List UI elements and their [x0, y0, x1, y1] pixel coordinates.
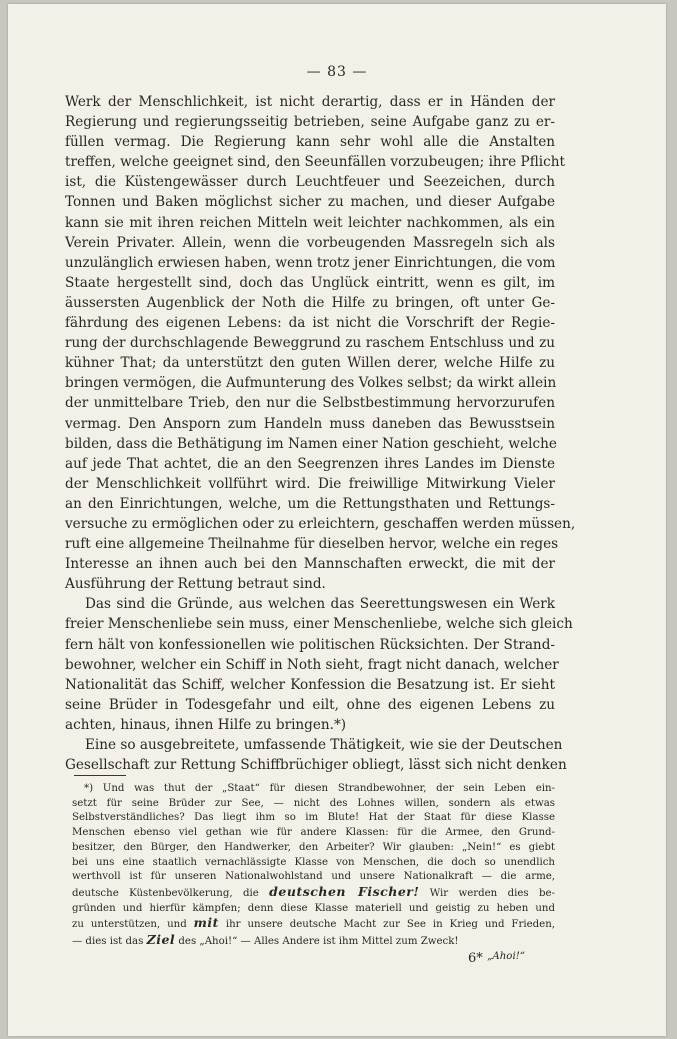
text-line: kühner That; da unterstützt den guten Willen derer, welche Hilfe zu [65, 355, 555, 372]
text-line: an den Einrichtungen, welche, um die Rettungsthaten und Rettungs- [65, 495, 555, 512]
text-line: bewohner, welcher ein Schiff in Noth sieht, fragt nicht danach, welcher [65, 656, 559, 673]
text-line: unzulänglich erwiesen haben, wenn trotz jener Einrichtungen, die vom [65, 254, 556, 271]
footnote-line: bei uns eine staatlich vernachlässigte Klasse von Menschen, die doch so unendlich [72, 856, 555, 868]
footnote-text: des „Ahoi!“ — Alles Andere ist ihm Mittel zum Zweck! [175, 936, 459, 948]
paragraph-start-line: Das sind die Gründe, aus welchen das Seerettungswesen ein Werk [85, 596, 555, 613]
footnote-line [72, 933, 555, 950]
footnote-line: Menschen ebenso viel gethan wie für andere Klassen: für die Armee, den Grund- [72, 827, 555, 839]
text-line: versuche zu ermöglichen oder zu erleichtern, geschaffen werden müssen, [65, 515, 576, 532]
text-line: füllen vermag. Die Regierung kann sehr wohl alle die Anstalten [65, 134, 555, 151]
signature-mark: 6* [468, 951, 483, 966]
text-line: fährdung des eigenen Lebens: da ist nicht die Vorschrift der Regie- [65, 315, 555, 332]
footnote-emphasis: Ziel [146, 932, 176, 948]
text-line: äussersten Augenblick der Noth die Hilfe zu bringen, oft unter Ge- [65, 294, 555, 311]
body-text [65, 92, 576, 775]
footnote-emphasis: mit [193, 915, 219, 931]
text-line: der unmittelbare Trieb, den nur die Selbstbestimmung hervorzurufen [65, 395, 555, 412]
footnote-divider [74, 775, 126, 776]
footnote-line: Selbstverständliches? Das liegt ihm so im Blute! Hat der Staat für diese Klasse [72, 812, 555, 824]
paragraph-start-line: Eine so ausgebreitete, umfassende Thätigkeit, wie sie der Deutschen [85, 737, 563, 753]
footnote-signature: „Ahoi!“ [487, 950, 525, 962]
text-line: Nationalität das Schiff, welcher Konfession die Besatzung ist. Er sieht [65, 676, 555, 693]
text-line: treffen, welche geeignet sind, den Seeunfällen vorzubeugen; ihre Pflicht [65, 154, 565, 171]
footnote-line: werthvoll ist für unseren Nationalwohlstand und unsere Nationalkraft — die arme, [72, 871, 555, 883]
footnote-line: *) Und was thut der „Staat“ für diesen Strandbewohner, der sein Leben ein- [84, 783, 555, 794]
text-line: Verein Privater. Allein, wenn die vorbeugenden Massregeln sich als [65, 234, 555, 251]
text-line: auf jede That achtet, die an den Seegrenzen ihres Landes im Dienste [65, 455, 555, 472]
text-line: der Menschlichkeit vollführt wird. Die freiwillige Mitwirkung Vieler [65, 475, 555, 492]
footnote-line [72, 916, 555, 933]
page-number: — 83 — [306, 64, 368, 80]
footnote-text: deutsche Küstenbevölkerung, die [72, 887, 270, 899]
paragraph-end-line: achten, hinaus, ihnen Hilfe zu bringen.*) [65, 716, 347, 733]
footnote-line: gründen und hierfür kämpfen; denn diese Klasse materiell und geistig zu heben und [72, 902, 555, 914]
text-line: bringen vermögen, die Aufmunterung des Volkes selbst; da wirkt allein [65, 375, 557, 392]
paragraph-end-line: Ausführung der Rettung betraut sind. [65, 576, 326, 593]
footnote-emphasis: deutschen Fischer! [269, 883, 420, 899]
footnote-text: ihr unsere deutsche Macht zur See in Krieg und Frieden, [218, 919, 556, 931]
text-line: Staate hergestellt sind, doch das Unglück eintritt, wenn es gilt, im [65, 274, 555, 291]
footnote-line: setzt für seine Brüder zur See, — nicht des Lohnes willen, sondern als etwas [72, 797, 555, 809]
footnote-text: zu unterstützen, und [72, 919, 194, 931]
text-line: Tonnen und Baken möglichst sicher zu machen, und dieser Aufgabe [65, 194, 555, 211]
text-line: freier Menschenliebe sein muss, einer Menschenliebe, welche sich gleich [65, 616, 573, 633]
text-line: kann sie mit ihren reichen Mitteln weit leichter nachkommen, als ein [65, 214, 555, 231]
footnote [72, 782, 555, 964]
footnote-text: Wir werden dies be- [419, 887, 555, 899]
text-line: ruft eine allgemeine Theilnahme für dieselben hervor, welche ein reges [65, 536, 559, 553]
footnote-line [72, 885, 555, 902]
footnote-line: besitzer, den Bürger, den Handwerker, den Arbeiter? Wir glauben: „Nein!“ es giebt [72, 841, 555, 853]
text-line: bilden, dass die Bethätigung im Namen einer Nation geschieht, welche [65, 435, 557, 452]
text-line: seine Brüder in Todesgefahr und eilt, ohne des eigenen Lebens zu [65, 696, 555, 713]
footnote-text: — dies ist das [72, 936, 147, 948]
text-line: Regierung und regierungsseitig betrieben, seine Aufgabe ganz zu er- [65, 114, 555, 131]
text-line: rung der durchschlagende Beweggrund zu raschem Entschluss und zu [65, 335, 555, 352]
text-line: ist, die Küstengewässer durch Leuchtfeuer und Seezeichen, durch [65, 174, 555, 191]
text-line: Interesse an ihnen auch bei den Mannschaften erweckt, die mit der [65, 556, 555, 573]
text-line: Gesellschaft zur Rettung Schiffbrüchiger obliegt, lässt sich nicht denken [65, 757, 567, 774]
text-line: vermag. Den Ansporn zum Handeln muss daneben das Bewusstsein [65, 415, 555, 432]
text-line: fern hält von konfessionellen wie politischen Rücksichten. Der Strand- [65, 636, 555, 653]
text-line: Werk der Menschlichkeit, ist nicht derartig, dass er in Händen der [65, 94, 555, 110]
book-page [8, 4, 666, 1036]
